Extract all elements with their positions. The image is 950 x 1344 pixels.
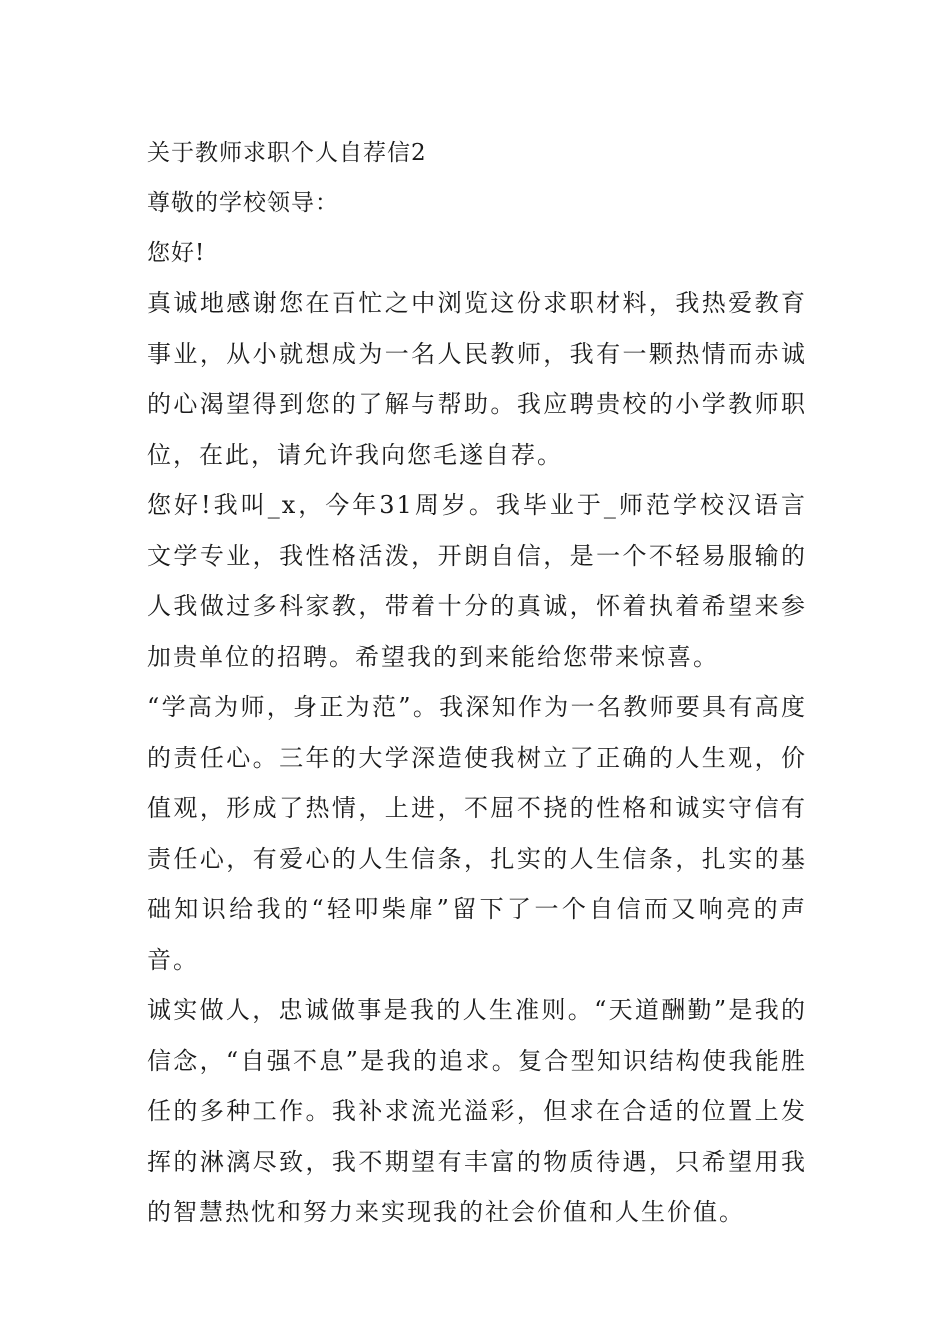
letter-body [147, 128, 807, 1238]
paragraph-intro: 真诚地感谢您在百忙之中浏览这份求职材料，我热爱教育事业，从小就想成为一名人民教师，我有一颗热情而赤诚的心渴望得到您的了解与帮助。我应聘贵校的小学教师职位，在此，请允许我向您毛遂自荐。 [147, 289, 807, 469]
salutation: 尊敬的学校领导： [147, 190, 339, 216]
greeting: 您好! [147, 240, 206, 266]
paragraph-teaching-values: “学高为师，身正为范”。我深知作为一名教师要具有高度的责任心。三年的大学深造使我树立了正确的人生观，价值观，形成了热情，上进，不屈不挠的性格和诚实守信有责任心，有爱心的人生信条，扎实的人生信条，扎实的基础知识给我的“轻叩柴扉”留下了一个自信而又响亮的声音。 [147, 693, 807, 974]
document-title: 关于教师求职个人自荐信2 [147, 140, 427, 166]
paragraph-self-introduction: 您好!我叫_x，今年31周岁。我毕业于_师范学校汉语言文学专业，我性格活泼，开朗自信，是一个不轻易服输的人我做过多科家教，带着十分的真诚，怀着执着希望来参加贵单位的招聘。希望我的到来能给您带来惊喜。 [147, 491, 807, 671]
paragraph-life-principles: 诚实做人，忠诚做事是我的人生准则。“天道酬勤”是我的信念，“自强不息”是我的追求。复合型知识结构使我能胜任的多种工作。我补求流光溢彩，但求在合适的位置上发挥的淋漓尽致，我不期望有丰富的物质待遇，只希望用我的智慧热忱和努力来实现我的社会价值和人生价值。 [147, 996, 807, 1226]
